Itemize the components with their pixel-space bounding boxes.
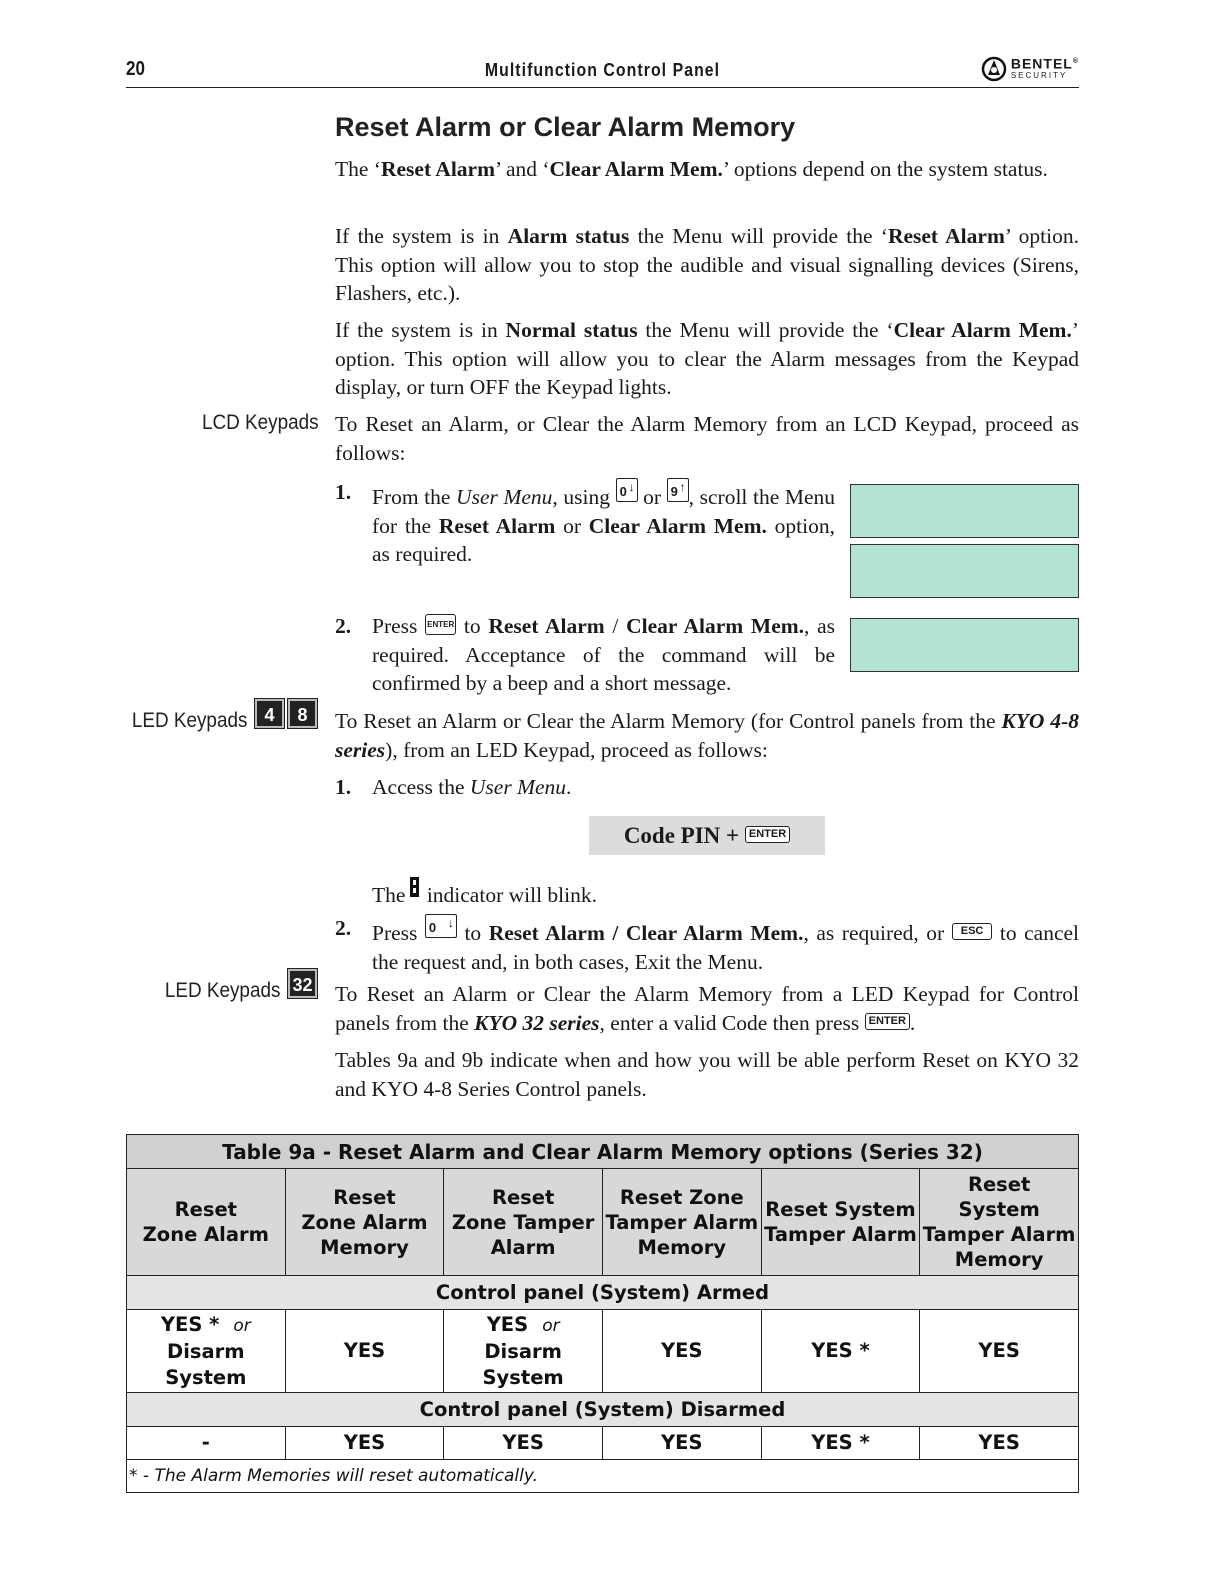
enter-key-icon: ENTER bbox=[745, 826, 790, 843]
led-32-intro-paragraph: To Reset an Alarm or Clear the Alarm Memory from a LED Keypad for Control panels from the KYO 32 series, enter a valid Code then press ENTER . bbox=[335, 982, 1079, 1035]
led-step-1: 1. Access the User Menu. bbox=[335, 775, 572, 799]
tables-reference-paragraph: Tables 9a and 9b indicate when and how you will be able perform Reset on KYO 32 and KYO 4-8 Series Control panels. bbox=[335, 1048, 1079, 1101]
table-cell: YES or Disarm System bbox=[444, 1310, 603, 1393]
led-4-8-intro-paragraph: To Reset an Alarm or Clear the Alarm Memory (for Control panels from the KYO 4-8 series), from an LED Keypad, proceed as follows: bbox=[335, 709, 1079, 762]
indicator-blink-line: The indicator will blink. bbox=[372, 876, 972, 906]
side-label-led-keypads-4-8: LED Keypads bbox=[131, 709, 247, 732]
badge-8: 8 bbox=[288, 699, 317, 728]
section-heading: Reset Alarm or Clear Alarm Memory bbox=[335, 112, 796, 142]
table-cell: YES * bbox=[761, 1427, 920, 1460]
enter-key-icon: ENTER bbox=[425, 614, 456, 635]
disarmed-section-label: Control panel (System) Disarmed bbox=[127, 1393, 1079, 1427]
led-step-2: 2. Press 0 ↓ to Reset Alarm / Clear Alarm Mem., as required, or ESC to cancel the request and, in both cases, Exit the Menu. bbox=[335, 915, 1080, 974]
table-header-row bbox=[127, 1169, 1079, 1276]
table-cell: YES bbox=[602, 1427, 761, 1460]
table-footnote: * - The Alarm Memories will reset automatically. bbox=[127, 1460, 1079, 1493]
table-title: Table 9a - Reset Alarm and Clear Alarm Memory options (Series 32) bbox=[127, 1135, 1079, 1169]
bentel-emblem-icon bbox=[981, 55, 1007, 83]
table-cell: - bbox=[127, 1427, 286, 1460]
up-key-icon: 9 ↑ bbox=[667, 478, 689, 502]
kyo-32-badge bbox=[288, 969, 317, 998]
header-reset-zone-alarm: Reset Zone Alarm bbox=[127, 1169, 286, 1276]
header-reset-zone-tamper-alarm: Reset Zone Tamper Alarm bbox=[444, 1169, 603, 1276]
indicator-icon bbox=[408, 876, 421, 898]
running-title: Multifunction Control Panel bbox=[484, 60, 721, 80]
down-key-icon: 0 ↓ bbox=[616, 478, 638, 502]
intro-paragraph: The ‘Reset Alarm’ and ‘Clear Alarm Mem.’ options depend on the system status. bbox=[335, 157, 1048, 181]
table-cell: YES bbox=[602, 1310, 761, 1393]
logo-name: BENTEL bbox=[1010, 55, 1073, 72]
lcd-intro-paragraph: To Reset an Alarm, or Clear the Alarm Memory from an LCD Keypad, proceed as follows: bbox=[335, 412, 1079, 465]
table-9a bbox=[126, 1134, 1079, 1493]
side-label-lcd-keypads: LCD Keypads bbox=[202, 411, 319, 434]
header-reset-zone-tamper-alarm-memory: Reset Zone Tamper Alarm Memory bbox=[602, 1169, 761, 1276]
header-reset-system-tamper-alarm: Reset System Tamper Alarm bbox=[761, 1169, 920, 1276]
table-row-disarmed bbox=[127, 1427, 1079, 1460]
logo-sub: SECURITY bbox=[1010, 70, 1068, 80]
normal-status-paragraph: If the system is in Normal status the Menu will provide the ‘Clear Alarm Mem.’ option. This option will allow you to clear the Alarm messages from the Keypad display, or turn OFF the Keypad lights. bbox=[335, 318, 1079, 399]
table-cell: YES * or Disarm System bbox=[127, 1310, 286, 1393]
page-number: 20 bbox=[126, 58, 145, 80]
lcd-screen-operation-done bbox=[850, 618, 1079, 672]
table-row-armed bbox=[127, 1310, 1079, 1393]
side-label-led-keypads-32: LED Keypads bbox=[164, 979, 280, 1002]
table-cell: YES bbox=[444, 1427, 603, 1460]
esc-key-icon: ESC bbox=[952, 923, 993, 940]
table-cell: YES bbox=[285, 1310, 444, 1393]
lcd-screen-clear-alarm-mem bbox=[850, 484, 1079, 538]
lcd-screen-reset-alarm bbox=[850, 544, 1079, 598]
lcd-step-1: 1. From the User Menu, using 0 ↓ or 9 ↑ , scroll the Menu for the Reset Alarm or Clear Alarm Mem. option, as required. bbox=[335, 479, 835, 566]
armed-section-label: Control panel (System) Armed bbox=[127, 1276, 1079, 1310]
enter-key-icon: ENTER bbox=[865, 1013, 910, 1030]
alarm-status-paragraph: If the system is in Alarm status the Menu will provide the ‘Reset Alarm’ option. This option will allow you to stop the audible and visual signalling devices (Sirens, Flashers, etc.). bbox=[335, 224, 1080, 305]
page-header bbox=[126, 56, 1079, 88]
badge-32: 32 bbox=[288, 969, 317, 998]
header-reset-system-tamper-alarm-memory: Reset System Tamper Alarm Memory bbox=[920, 1169, 1079, 1276]
code-pin-box: Code PIN + ENTER bbox=[589, 816, 825, 855]
bentel-logo: BENTEL® SECURITY bbox=[981, 54, 1079, 84]
down-key-icon: 0 ↓ bbox=[425, 914, 457, 938]
badge-4: 4 bbox=[255, 699, 284, 728]
kyo-4-8-badges bbox=[255, 699, 317, 728]
lcd-step-2: 2. Press ENTER to Reset Alarm / Clear Alarm Mem., as required. Acceptance of the command will be confirmed by a beep and a short message. bbox=[335, 614, 836, 695]
table-cell: YES * bbox=[761, 1310, 920, 1393]
header-reset-zone-alarm-memory: Reset Zone Alarm Memory bbox=[285, 1169, 444, 1276]
table-cell: YES bbox=[920, 1427, 1079, 1460]
table-cell: YES bbox=[920, 1310, 1079, 1393]
table-cell: YES bbox=[285, 1427, 444, 1460]
